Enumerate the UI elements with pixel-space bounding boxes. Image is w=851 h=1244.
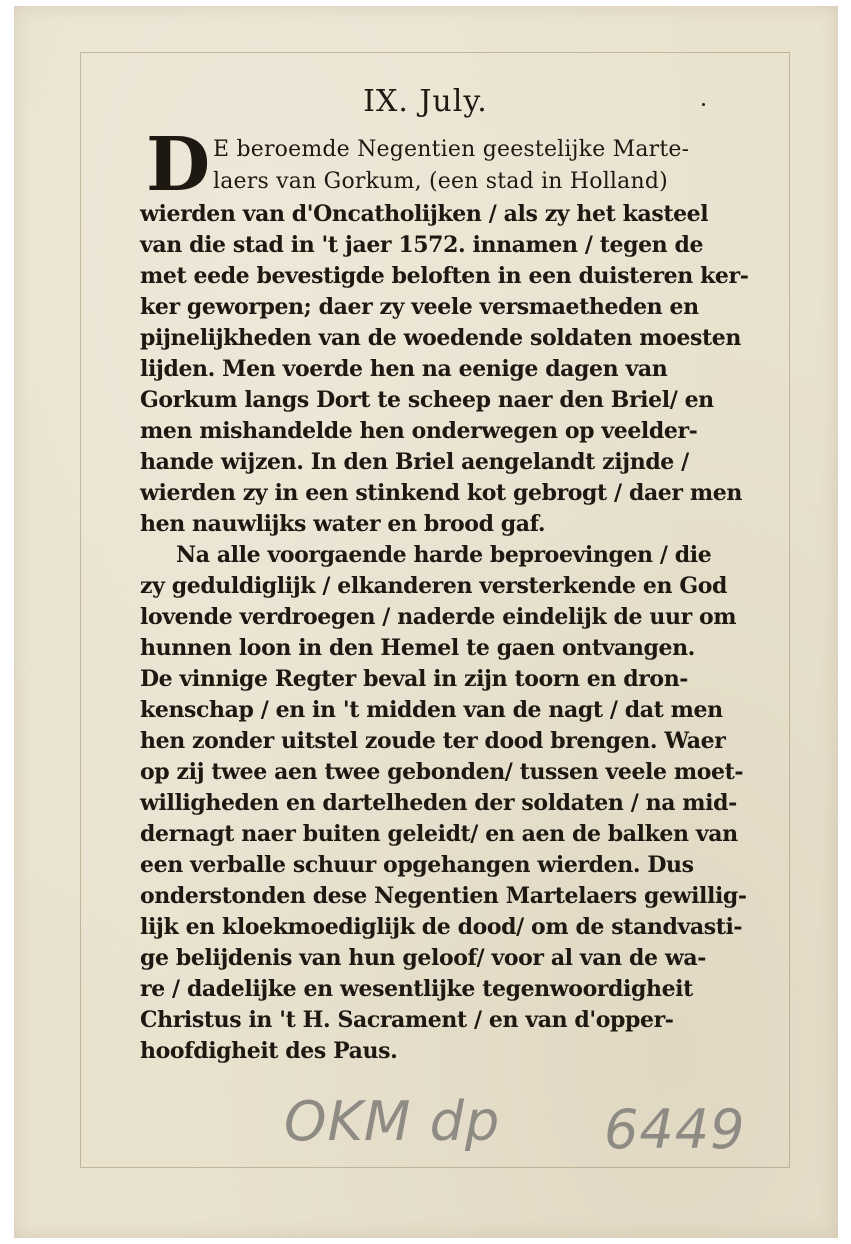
text-line: Gorkum langs Dort te scheep naer den Briel/ en	[140, 387, 714, 413]
text-line: hen zonder uitstel zoude ter dood brengen. Waer	[140, 728, 726, 754]
text-line: Christus in 't H. Sacrament / en van d'opper-	[140, 1007, 674, 1033]
text-line: hen nauwlijks water en brood gaf.	[140, 511, 546, 537]
ink-speck	[702, 103, 705, 106]
text-line: laers van Gorkum, (een stad in Holland)	[213, 169, 668, 194]
text-line: wierden zy in een stinkend kot gebrogt / daer men	[140, 480, 742, 506]
text-line: ker geworpen; daer zy veele versmaetheden en	[140, 294, 699, 320]
pencil-inventory-mark: OKM dp	[284, 1090, 501, 1153]
text-line: lovende verdroegen / naderde eindelijk de uur om	[140, 604, 737, 630]
text-line: pijnelijkheden van de woedende soldaten moesten	[140, 325, 741, 351]
text-line: re / dadelijke en wesentlijke tegenwoordigheit	[140, 976, 693, 1002]
text-line: ge belijdenis van hun geloof/ voor al van de wa-	[140, 945, 706, 971]
text-line: hoofdigheit des Paus.	[140, 1038, 398, 1064]
text-line: een verballe schuur opgehangen wierden. Dus	[140, 852, 694, 878]
text-line: op zij twee aen twee gebonden/ tussen veele moet-	[140, 759, 744, 785]
text-line: dernagt naer buiten geleidt/ en aen de balken van	[140, 821, 738, 847]
text-line: onderstonden dese Negentien Martelaers gewillig-	[140, 883, 747, 909]
text-line: De vinnige Regter beval in zijn toorn en dron-	[140, 666, 689, 692]
text-line: zy geduldiglijk / elkanderen versterkende en God	[140, 573, 727, 599]
text-line: van die stad in 't jaer 1572. innamen / tegen de	[140, 232, 704, 258]
text-line: met eede bevestigde beloften in een duisteren ker-	[140, 263, 749, 289]
text-line: wierden van d'Oncatholijken / als zy het kasteel	[140, 201, 709, 227]
pencil-inventory-number: 6449	[604, 1098, 746, 1161]
text-line: E beroemde Negentien geestelijke Marte-	[213, 137, 690, 162]
text-line: kenschap / en in 't midden van de nagt / dat men	[140, 697, 723, 723]
text-line: willigheden en dartelheden der soldaten / na mid-	[140, 790, 737, 816]
drop-cap: D	[146, 122, 211, 208]
text-line: hunnen loon in den Hemel te gaen ontvangen.	[140, 635, 695, 661]
text-line: men mishandelde hen onderwegen op veelder-	[140, 418, 698, 444]
text-line: lijden. Men voerde hen na eenige dagen van	[140, 356, 668, 382]
text-line: Na alle voorgaende harde beproevingen / die	[176, 542, 712, 568]
text-line: lijk en kloekmoediglijk de dood/ om de standvasti-	[140, 914, 743, 940]
page-title: IX. July.	[363, 84, 488, 119]
text-line: hande wijzen. In den Briel aengelandt zijnde /	[140, 449, 689, 475]
